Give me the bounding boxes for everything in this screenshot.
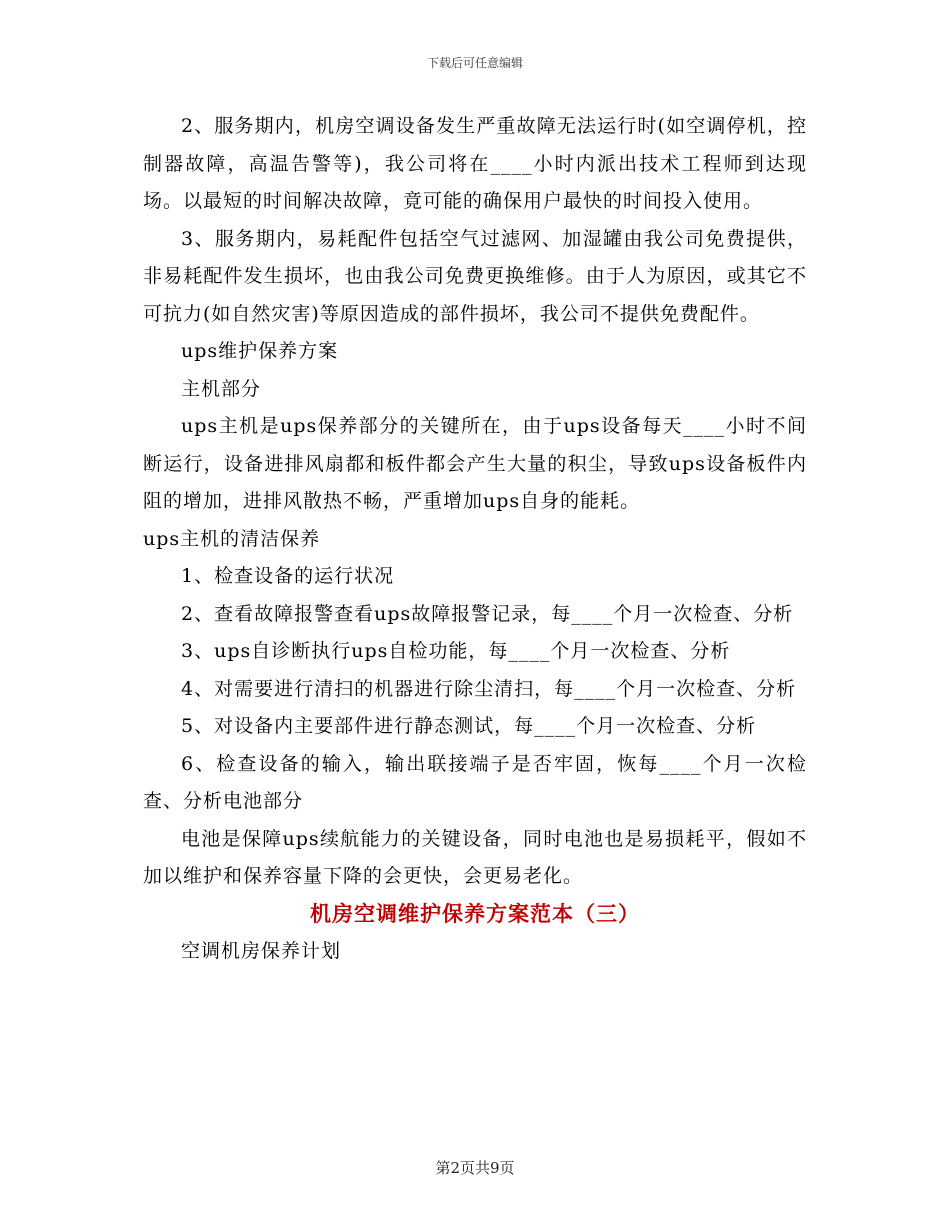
- list-item: 6、检查设备的输入，输出联接端子是否牢固，恢每____个月一次检查、分析电池部分: [143, 752, 807, 812]
- paragraph-ups-cleaning: ups主机的清洁保养: [143, 527, 321, 550]
- list-item: 5、对设备内主要部件进行静态测试，每____个月一次检查、分析: [181, 715, 757, 737]
- document-body: [143, 108, 807, 971]
- page-footer: 第2页共9页: [435, 1159, 515, 1177]
- paragraph-aircon-plan: 空调机房保养计划: [181, 940, 342, 962]
- list-item: 3、ups自诊断执行ups自检功能，每____个月一次检查、分析: [181, 640, 731, 662]
- paragraph-consumables: 3、服务期内，易耗配件包括空气过滤网、加湿罐由我公司免费提供，非易耗配件发生损坏，也由我公司免费更换维修。由于人为原因，或其它不可抗力(如自然灾害)等原因造成的部件损坏，我公司不提供免费配件。: [143, 227, 807, 325]
- paragraph-ups-plan-title: ups维护保养方案: [181, 340, 339, 362]
- paragraph-host-section: 主机部分: [181, 377, 262, 400]
- page-header: 下载后可任意编辑: [426, 56, 523, 70]
- list-item: 1、检查设备的运行状况: [181, 565, 395, 587]
- section-heading: 机房空调维护保养方案范本（三）: [310, 901, 640, 926]
- list-item: 4、对需要进行清扫的机器进行除尘清扫，每____个月一次检查、分析: [181, 677, 797, 700]
- paragraph-service-fault: 2、服务期内，机房空调设备发生严重故障无法运行时(如空调停机，控制器故障，高温告警等)，我公司将在____小时内派出技术工程师到达现场。以最短的时间解决故障，竟可能的确保用户最快的时间投入使用。: [143, 115, 807, 212]
- paragraph-ups-host-desc: ups主机是ups保养部分的关键所在，由于ups设备每天____小时不间断运行，设备进排风扇都和板件都会产生大量的积尘，导致ups设备板件内阻的增加，进排风散热不畅，严重增加ups自身的能耗。: [143, 415, 807, 512]
- list-item: 2、查看故障报警查看ups故障报警记录，每____个月一次检查、分析: [181, 602, 794, 625]
- paragraph-battery: 电池是保障ups续航能力的关键设备，同时电池也是易损耗平，假如不加以维护和保养容量下降的会更快，会更易老化。: [143, 827, 807, 887]
